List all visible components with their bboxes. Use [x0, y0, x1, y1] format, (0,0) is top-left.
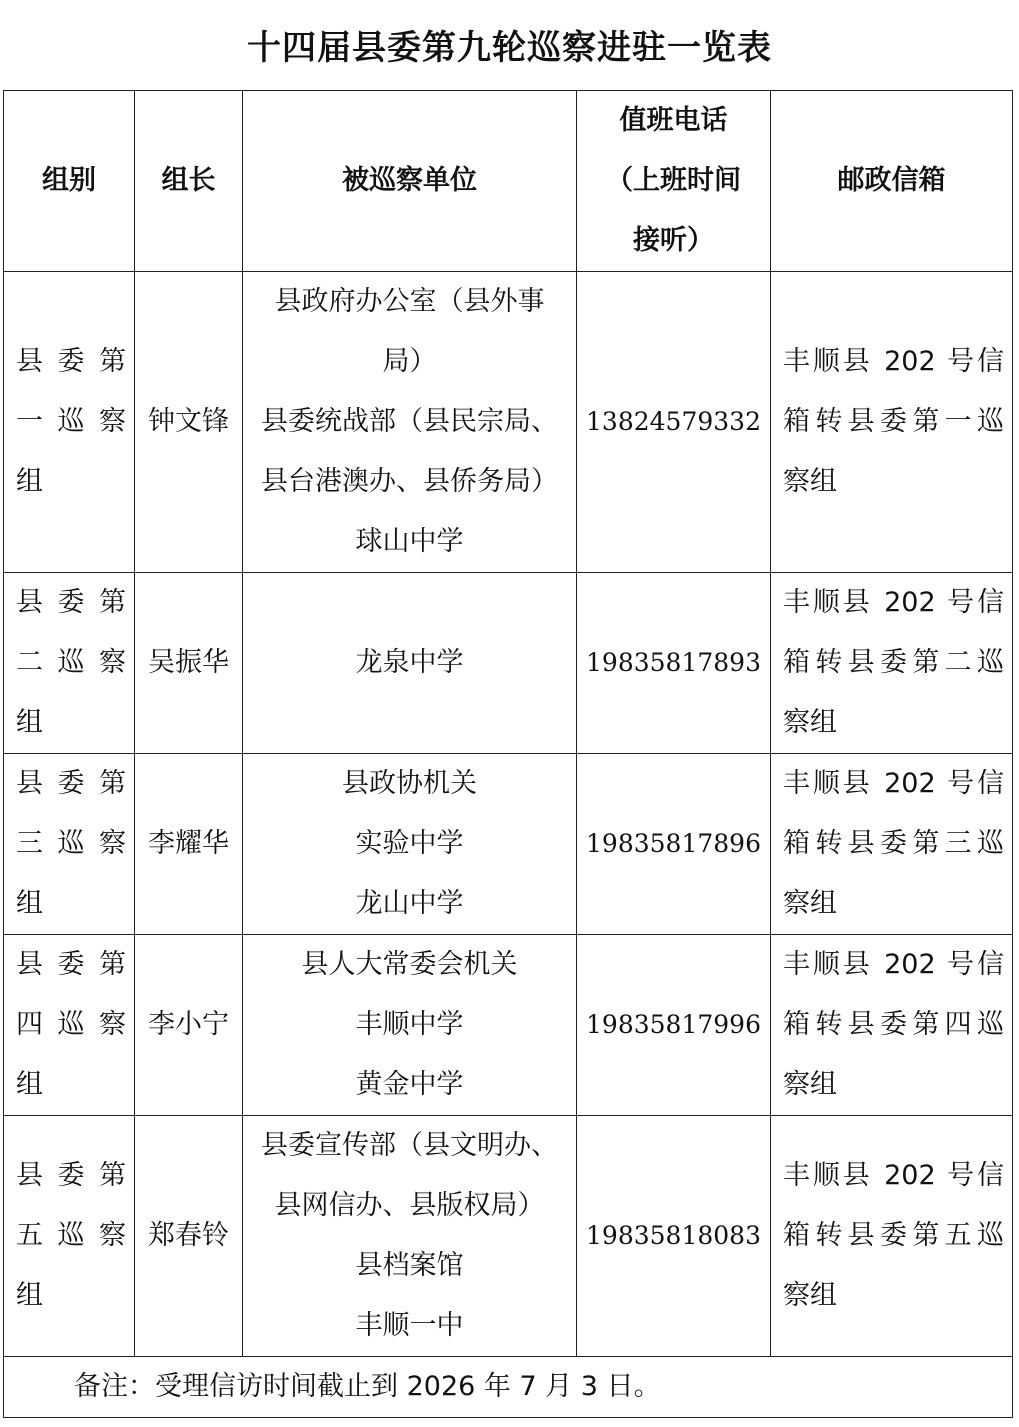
table-header-row	[4, 91, 1013, 272]
group-cell	[4, 1116, 135, 1357]
phone-cell: 19835817896	[577, 754, 771, 935]
note-text: 备注：受理信访时间截止到 2026 年 7 月 3 日。	[4, 1357, 1013, 1418]
group-line: 四巡察	[16, 1009, 126, 1040]
leader-cell: 吴振华	[135, 573, 243, 754]
header-phone-line-1: 值班电话	[619, 105, 728, 136]
unit-line: 县委宣传部（县文明办、	[261, 1130, 558, 1161]
table-body	[4, 272, 1013, 1418]
phone-cell: 19835817893	[577, 573, 771, 754]
group-line: 二巡察	[16, 647, 126, 678]
mailbox-line: 丰顺县 202 号信	[783, 587, 1004, 618]
leader-cell: 李小宁	[135, 935, 243, 1116]
inspection-table	[3, 90, 1013, 1418]
group-line: 县委第	[16, 587, 126, 618]
group-line: 县委第	[16, 1160, 126, 1191]
mailbox-line: 丰顺县 202 号信	[783, 949, 1004, 980]
mailbox-line: 察组	[783, 707, 837, 738]
phone-cell: 19835818083	[577, 1116, 771, 1357]
unit-line: 县网信办、县版权局）	[274, 1190, 545, 1221]
units-cell	[243, 573, 577, 754]
header-units: 被巡察单位	[243, 91, 577, 272]
mailbox-cell	[771, 935, 1013, 1116]
header-group: 组别	[4, 91, 135, 272]
phone-cell: 13824579332	[577, 272, 771, 573]
group-cell	[4, 754, 135, 935]
group-line: 组	[16, 466, 43, 497]
unit-line: 丰顺一中	[355, 1310, 464, 1341]
mailbox-cell	[771, 573, 1013, 754]
group-line: 县委第	[16, 768, 126, 799]
mailbox-cell	[771, 754, 1013, 935]
group-line: 五巡察	[16, 1220, 126, 1251]
units-cell	[243, 272, 577, 573]
group-cell	[4, 573, 135, 754]
mailbox-line: 丰顺县 202 号信	[783, 346, 1004, 377]
unit-line: 县档案馆	[355, 1250, 464, 1281]
table-row	[4, 1116, 1013, 1357]
units-cell	[243, 754, 577, 935]
mailbox-line: 丰顺县 202 号信	[783, 768, 1004, 799]
unit-line: 县委统战部（县民宗局、	[261, 406, 558, 437]
leader-cell: 李耀华	[135, 754, 243, 935]
header-phone-line-3: 接听）	[633, 225, 714, 256]
group-line: 县委第	[16, 949, 126, 980]
header-mailbox: 邮政信箱	[771, 91, 1013, 272]
note-row	[4, 1357, 1013, 1418]
header-leader: 组长	[135, 91, 243, 272]
unit-line: 局）	[382, 346, 437, 377]
mailbox-line: 察组	[783, 888, 837, 919]
unit-line: 龙山中学	[355, 888, 464, 919]
mailbox-line: 箱转县委第二巡	[783, 647, 1004, 678]
group-line: 组	[16, 888, 43, 919]
header-phone-line-2: （上班时间	[606, 165, 741, 196]
group-line: 一巡察	[16, 406, 126, 437]
mailbox-line: 察组	[783, 466, 837, 497]
unit-line: 县政府办公室（县外事	[274, 286, 545, 317]
table-row	[4, 272, 1013, 573]
mailbox-line: 察组	[783, 1280, 837, 1311]
leader-cell: 郑春铃	[135, 1116, 243, 1357]
group-line: 组	[16, 1069, 43, 1100]
mailbox-line: 丰顺县 202 号信	[783, 1160, 1004, 1191]
mailbox-line: 箱转县委第三巡	[783, 828, 1004, 859]
group-cell	[4, 272, 135, 573]
mailbox-cell	[771, 272, 1013, 573]
header-phone	[577, 91, 771, 272]
table-row	[4, 754, 1013, 935]
unit-line: 丰顺中学	[355, 1009, 464, 1040]
group-line: 组	[16, 1280, 43, 1311]
group-line: 组	[16, 707, 43, 738]
table-row	[4, 935, 1013, 1116]
mailbox-line: 箱转县委第一巡	[783, 406, 1004, 437]
mailbox-line: 箱转县委第五巡	[783, 1220, 1004, 1251]
mailbox-cell	[771, 1116, 1013, 1357]
leader-cell: 钟文锋	[135, 272, 243, 573]
group-line: 三巡察	[16, 828, 126, 859]
unit-line: 球山中学	[355, 526, 464, 557]
unit-line: 黄金中学	[355, 1069, 464, 1100]
unit-line: 实验中学	[355, 828, 464, 859]
units-cell	[243, 1116, 577, 1357]
page-title: 十四届县委第九轮巡察进驻一览表	[247, 28, 772, 68]
group-cell	[4, 935, 135, 1116]
units-cell	[243, 935, 577, 1116]
mailbox-line: 察组	[783, 1069, 837, 1100]
unit-line: 县人大常委会机关	[301, 949, 518, 980]
unit-line: 龙泉中学	[355, 647, 464, 678]
unit-line: 县台港澳办、县侨务局）	[261, 466, 558, 497]
unit-line: 县政协机关	[342, 768, 477, 799]
group-line: 县委第	[16, 346, 126, 377]
table-row	[4, 573, 1013, 754]
phone-cell: 19835817996	[577, 935, 771, 1116]
mailbox-line: 箱转县委第四巡	[783, 1009, 1004, 1040]
